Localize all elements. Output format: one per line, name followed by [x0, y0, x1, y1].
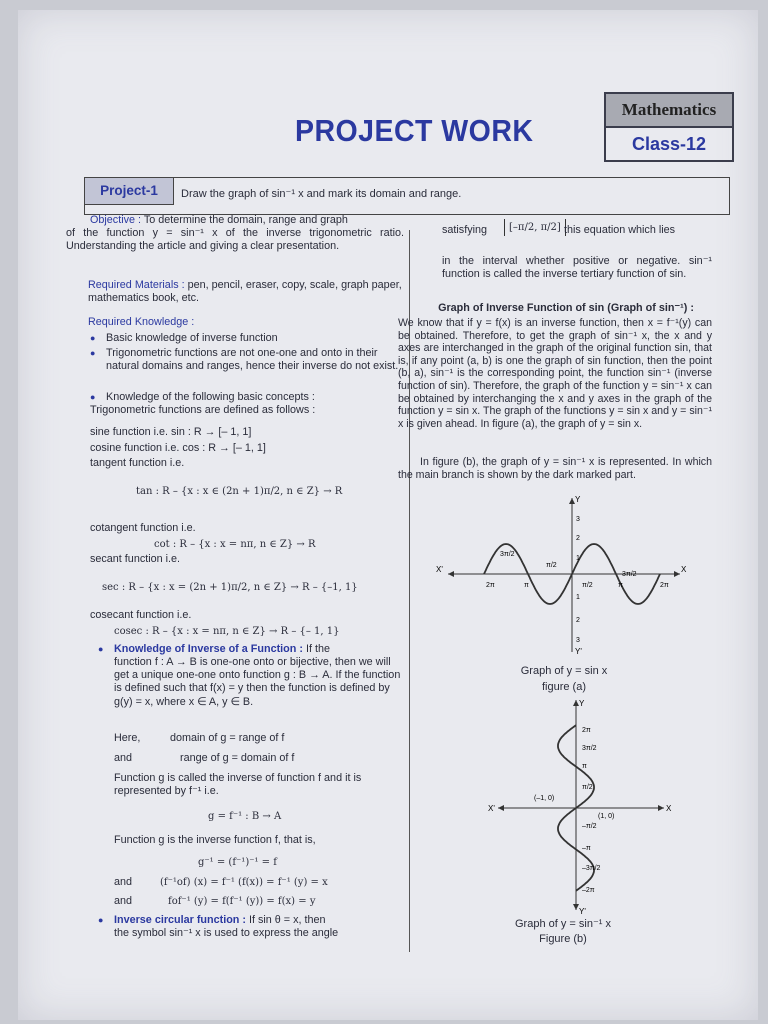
g-inverse-equation: g⁻¹ = (f⁻¹)⁻¹ = f [198, 857, 277, 868]
figure-b-arcsin-graph [478, 694, 678, 916]
interval: [–π/2, π/2] [504, 219, 566, 236]
satisfying-word: satisfying [442, 224, 488, 236]
materials-label: Required Materials : [88, 279, 185, 291]
fog-equation-2: fof⁻¹ (y) = f(f⁻¹ (y)) = f(x) = y [168, 896, 316, 907]
fig-a-ytick-neg-1: 1 [576, 594, 580, 601]
sine-function: sine function i.e. sin : R → [– 1, 1] [90, 426, 252, 438]
and-label-3: and [114, 895, 133, 907]
bullet-2: ● Trigonometric functions are not one-one and onto in their natural domains and ranges, hence their inverse do not exist. [106, 347, 404, 373]
fig-b-x-neg-label: X' [488, 804, 495, 813]
fig-a-y-neg-label: Y' [575, 647, 582, 656]
fig-a-ytick-neg-3: 3 [576, 637, 580, 644]
fig-a-xlabel-neg-pi2: π/2 [546, 562, 557, 569]
knowledge-label: Required Knowledge : [88, 316, 195, 328]
fig-a-x-neg-arrow [448, 571, 454, 577]
page-title: PROJECT WORK [295, 113, 534, 148]
fig-a-xlabel-neg-2pi: 2π [486, 582, 495, 589]
class-label: Class-12 [631, 134, 707, 154]
and-label-1: and [114, 752, 133, 764]
fig-b-caption-1: Graph of y = sin⁻¹ x [515, 918, 611, 930]
fig-b-point-left: (–1, 0) [534, 795, 555, 802]
inverse-text-1: If the [305, 643, 330, 655]
circular-label: Inverse circular function : [114, 914, 246, 926]
cot-definition: cot : R – {x : x = nπ, n ∈ Z} → R [154, 539, 316, 550]
fig-b-ylabel-3pi2: 3π/2 [582, 745, 597, 752]
inverse-called: Function g is called the inverse of function f and it is represented by f⁻¹ i.e. [114, 772, 362, 798]
fig-a-xlabel-pi2: π/2 [582, 582, 593, 589]
project-bar [84, 177, 730, 215]
and-text-1: range of g = domain of f [180, 752, 295, 764]
inverse-label: Knowledge of Inverse of a Function : [114, 643, 303, 655]
right-paragraph-2: We know that if y = f(x) is an inverse function, then x = f⁻¹(y) can be obtained. Therefore, to get the graph of sin⁻¹ x, the x and y axes are interchanged in the graph of the original function sin, that is, if any point (a, b) is one the graph of sin function, then the point (b, a), sin⁻¹ is the corresponding point, the function sin⁻¹ (inverse function of sin). Therefore, the graph of the function y = sin⁻¹ x can be obtained by interchanging the x and y axes in the graph of the function y = sin x. The graph of the functions y = sin x and y = sin⁻¹ x is given ahead. In figure (a), the graph of y = sin x. [398, 317, 712, 430]
cosecant-function: cosecant function i.e. [90, 609, 192, 621]
fig-a-x-label: X [681, 565, 687, 574]
project-task: Draw the graph of sin⁻¹ x and mark its domain and range. [181, 188, 462, 200]
here-label: Here, [114, 732, 141, 744]
fig-b-ylabel-pi2: π/2 [582, 784, 593, 791]
fig-a-xlabel-2pi: 2π [660, 582, 669, 589]
fig-b-x-neg-arrow [498, 805, 504, 811]
circular-text-1: If sin θ = x, then [249, 914, 326, 926]
inverse-knowledge [114, 643, 404, 656]
fig-b-ylabel-neg-2pi: –2π [582, 887, 595, 894]
fig-b-ylabel-neg-pi2: –π/2 [582, 823, 597, 830]
fig-a-peak-left: 3π/2 [500, 551, 515, 558]
project-label: Project-1 [85, 178, 174, 205]
fig-b-ylabel-2pi: 2π [582, 727, 591, 734]
bullet-3: ● Knowledge of the following basic concepts : [106, 391, 404, 404]
cosine-function: cosine function i.e. cos : R → [– 1, 1] [90, 442, 266, 454]
fig-b-ylabel-neg-pi: –π [582, 845, 591, 852]
and-label-2: and [114, 876, 133, 888]
graph-heading: Graph of Inverse Function of sin (Graph of sin⁻¹) : [438, 302, 694, 314]
fig-b-point-right: (1, 0) [598, 813, 615, 820]
circular-function [114, 914, 404, 927]
fig-a-x-neg-label: X' [436, 565, 443, 574]
bullet-3-sub: Trigonometric functions are defined as follows : [90, 404, 316, 416]
subject-label: Mathematics [606, 94, 732, 128]
fig-b-y-label: Y [579, 699, 585, 708]
fig-a-ytick-neg-2: 2 [576, 617, 580, 624]
fig-b-x-arrow [658, 805, 664, 811]
right-paragraph-1: in the interval whether positive or negative. sin⁻¹ function is called the inverse tertiary function of sin. [442, 255, 712, 281]
materials [88, 279, 404, 305]
fig-a-caption-2: figure (a) [541, 681, 587, 693]
secant-function: secant function i.e. [90, 553, 181, 565]
objective-text-2: of the function y = sin⁻¹ x of the inverse trigonometric ratio. Understanding the article and giving a clear presentation. [66, 227, 404, 253]
g-definition: g = f⁻¹ : B → A [208, 811, 282, 822]
fig-b-x-label: X [666, 804, 672, 813]
objective-text-1: To determine the domain, range and graph [143, 214, 348, 226]
fig-a-y-label: Y [575, 495, 581, 504]
fig-a-ytick-1: 1 [576, 555, 580, 562]
inverse-text-2: function f : A → B is one-one onto or bijective, then we will get a unique one-one onto function g : B → A. If the function is defined such that f(x) = y then the function is defined by g(y) = x, where x ∈ A, y ∈ B. [114, 656, 401, 708]
fig-b-ylabel-pi: π [582, 763, 587, 770]
document-page [18, 10, 758, 1020]
objective-label: Objective : [90, 214, 142, 226]
fig-a-ytick-3: 3 [576, 516, 580, 523]
fig-a-x-arrow [674, 571, 680, 577]
fig-a-caption-1: Graph of y = sin x [520, 665, 608, 677]
fig-a-xlabel-pi: π [618, 582, 623, 589]
subject-box [604, 92, 734, 162]
tangent-function: tangent function i.e. [90, 457, 185, 469]
materials-text: pen, pencil, eraser, copy, scale, graph paper, mathematics book, etc. [88, 279, 402, 305]
fig-b-y-neg-label: Y' [579, 907, 586, 916]
fig-b-caption-2: Figure (b) [539, 933, 587, 945]
objective [90, 214, 404, 227]
fig-a-xlabel-neg-pi: π [524, 582, 529, 589]
right-paragraph-3: In figure (b), the graph of y = sin⁻¹ x is represented. In which the main branch is shown by the dark marked part. [398, 456, 712, 481]
g-inverse-text: Function g is the inverse function f, that is, [114, 834, 316, 846]
fog-equation-1: (f⁻¹of) (x) = f⁻¹ (f(x)) = f⁻¹ (y) = x [160, 877, 328, 888]
circular-text-2: the symbol sin⁻¹ x is used to express the angle [114, 927, 339, 939]
fig-a-peak-right: 3π/2 [622, 571, 637, 578]
figure-a-sine-graph [434, 488, 694, 658]
tan-definition: tan : R – {x : x ∈ (2n + 1)π/2, n ∈ Z} → R [136, 486, 343, 497]
fig-b-ylabel-neg-3pi2: –3π/2 [582, 865, 601, 872]
fig-a-ytick-2: 2 [576, 535, 580, 542]
here-text: domain of g = range of f [170, 732, 285, 744]
cotangent-function: cotangent function i.e. [90, 522, 196, 534]
cosec-definition: cosec : R – {x : x = nπ, n ∈ Z} → R – {– 1, 1} [114, 626, 340, 637]
sec-definition: sec : R – {x : x = (2n + 1)π/2, n ∈ Z} → R – {–1, 1} [102, 582, 358, 593]
bullet-1: ● Basic knowledge of inverse function [106, 332, 404, 345]
interval-tail: this equation which lies [564, 224, 676, 236]
